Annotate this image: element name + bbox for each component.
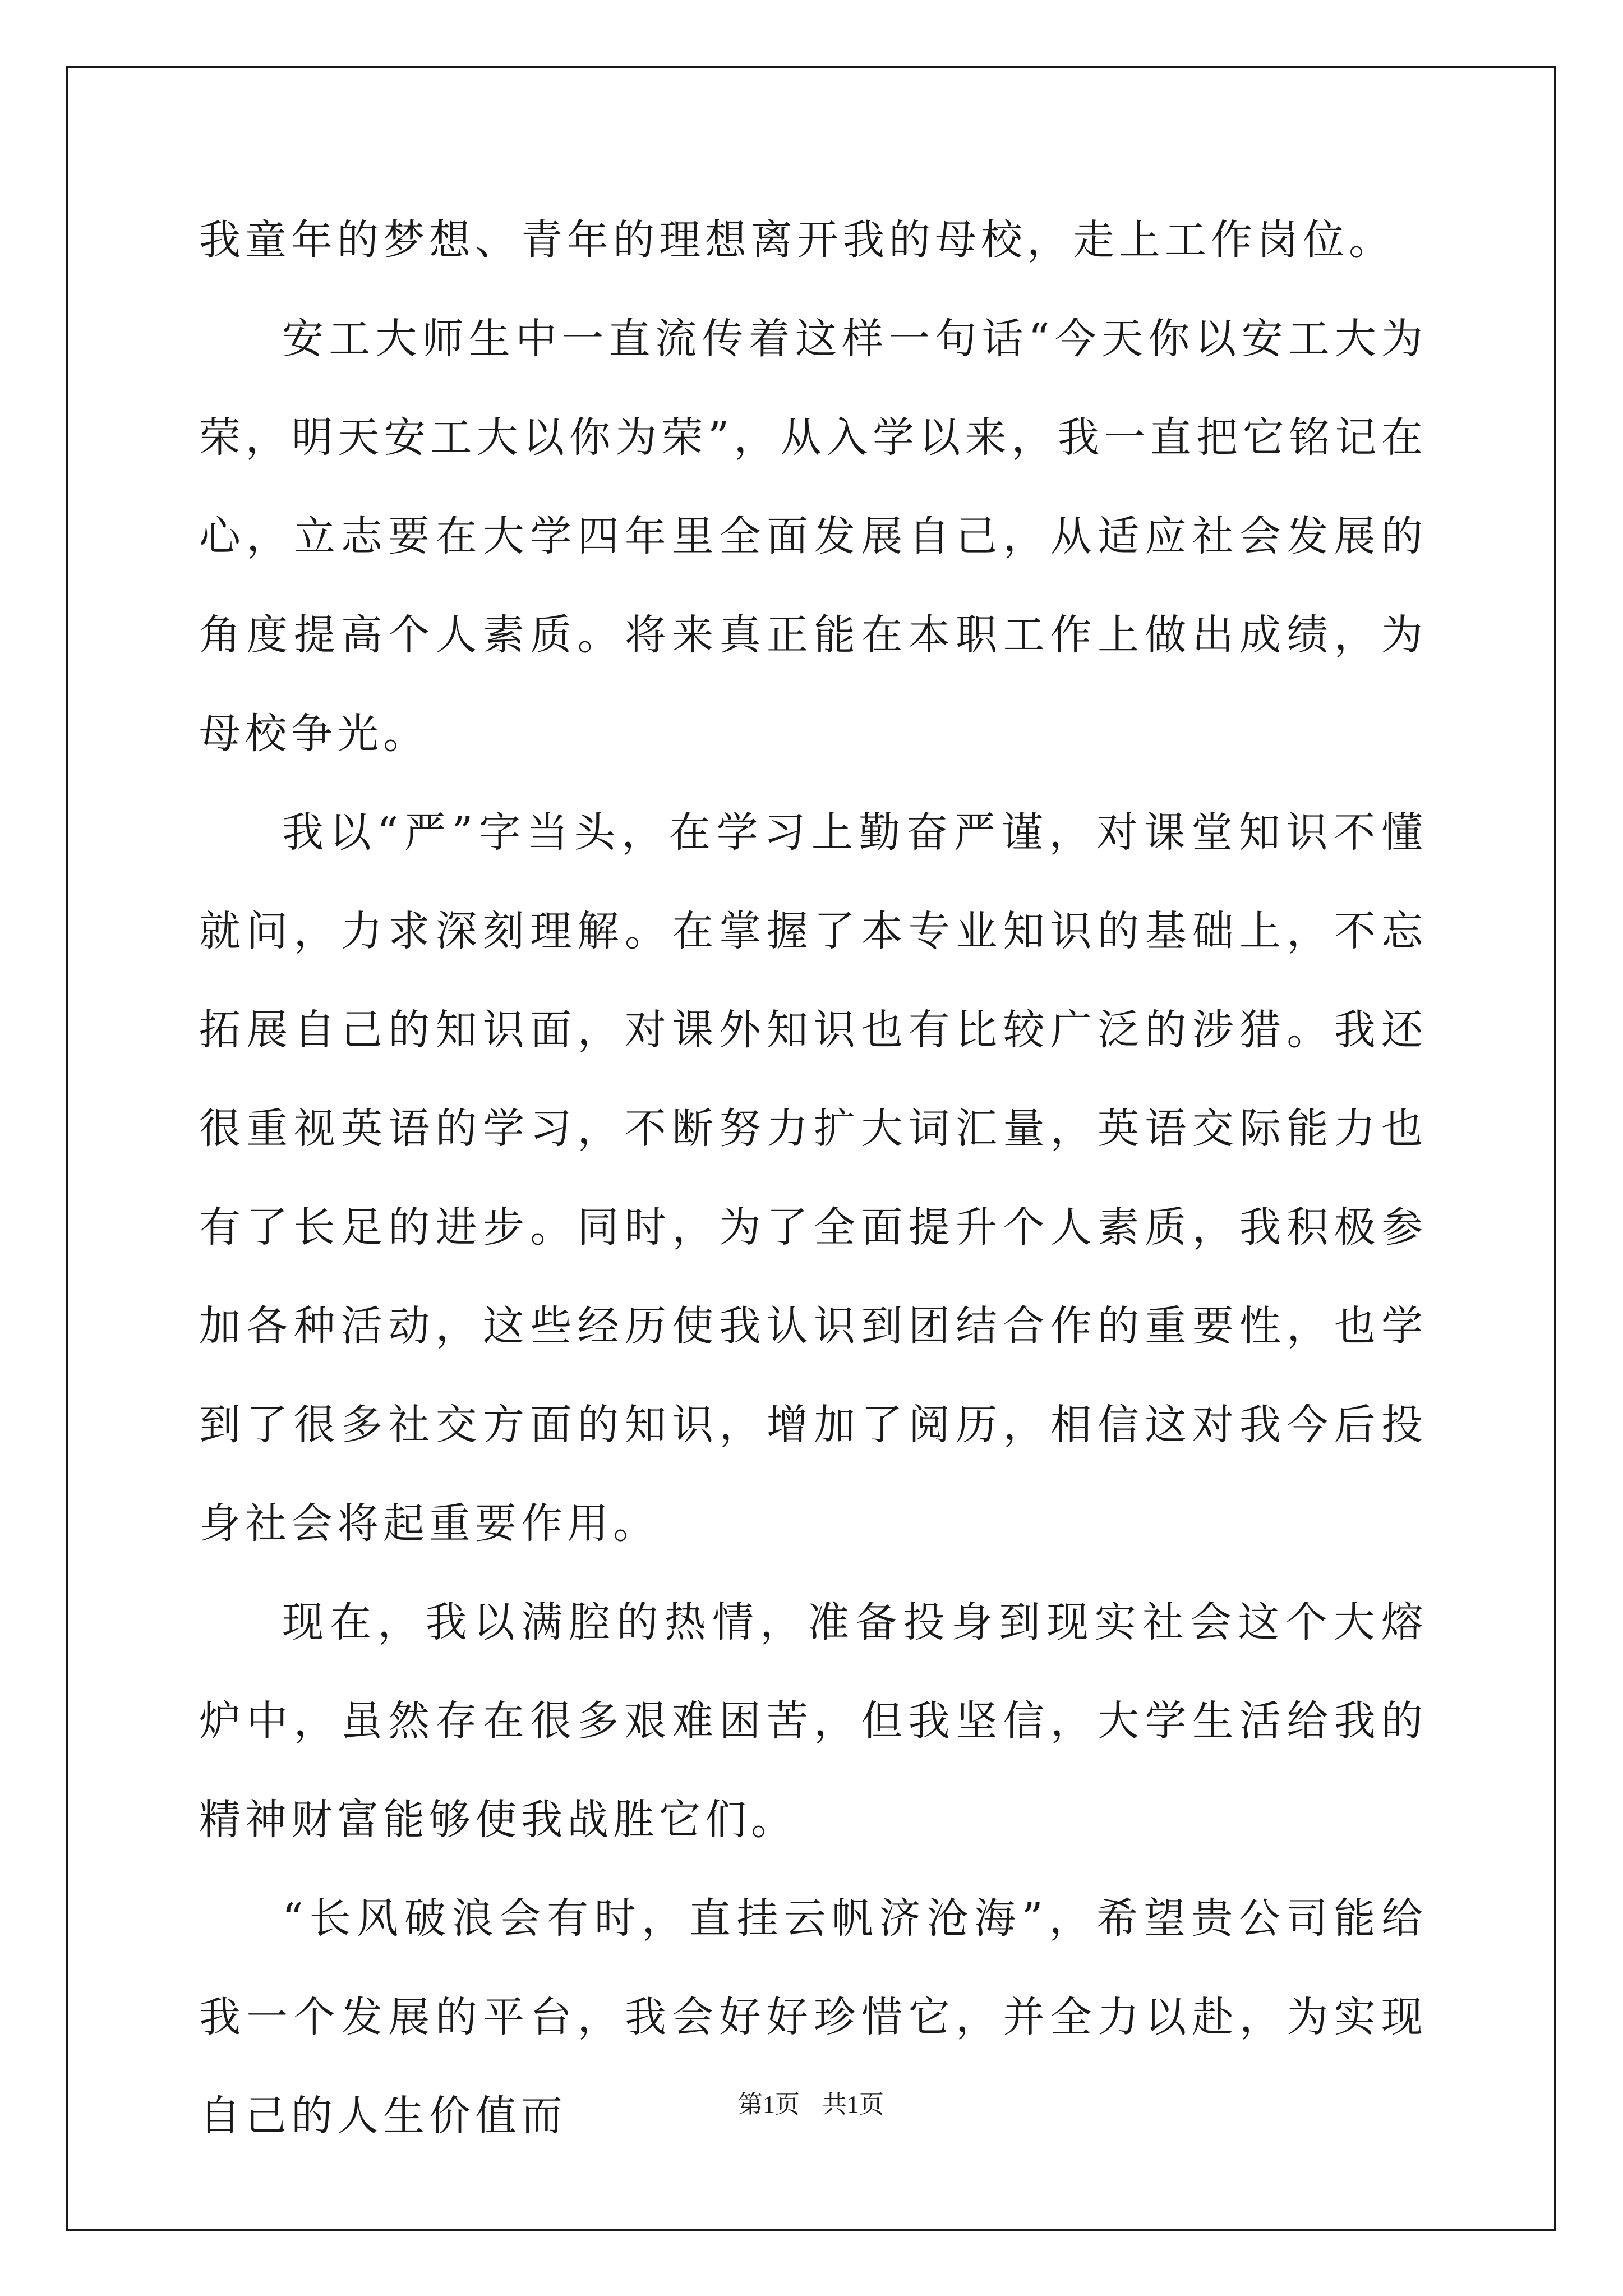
document-body <box>199 191 1427 2165</box>
page-footer <box>66 2088 1556 2122</box>
paragraph-school-motto: 安工大师生中一直流传着这样一句话“今天你以安工大为荣，明天安工大以你为荣”，从入学以来，我一直把它铭记在心，立志要在大学四年里全面发展自己，从适应社会发展的角度提高个人素质。将来真正能在本职工作上做出成绩，为母校争光。 <box>199 315 1427 758</box>
page-number-current: 第1页 <box>738 2091 800 2118</box>
paragraph-closing: “长风破浪会有时，直挂云帆济沧海”，希望贵公司能给我一个发展的平台，我会好好珍惜它，并全力以赴，为实现自己的人生价值而 <box>199 1894 1427 2140</box>
page-number-total: 共1页 <box>822 2091 884 2118</box>
paragraph-enthusiasm: 现在，我以满腔的热情，准备投身到现实社会这个大熔炉中，虽然存在很多艰难困苦，但我坚信，大学生活给我的精神财富能够使我战胜它们。 <box>199 1598 1427 1844</box>
paragraph-study: 我以“严”字当头，在学习上勤奋严谨，对课堂知识不懂就问，力求深刻理解。在掌握了本专业知识的基础上，不忘拓展自己的知识面，对课外知识也有比较广泛的涉猎。我还很重视英语的学习，不断努力扩大词汇量，英语交际能力也有了长足的进步。同时，为了全面提升个人素质，我积极参加各种活动，这些经历使我认识到团结合作的重要性，也学到了很多社交方面的知识，增加了阅历，相信这对我今后投身社会将起重要作用。 <box>199 808 1427 1548</box>
paragraph-continuation: 我童年的梦想、青年的理想离开我的母校，走上工作岗位。 <box>199 216 1395 264</box>
